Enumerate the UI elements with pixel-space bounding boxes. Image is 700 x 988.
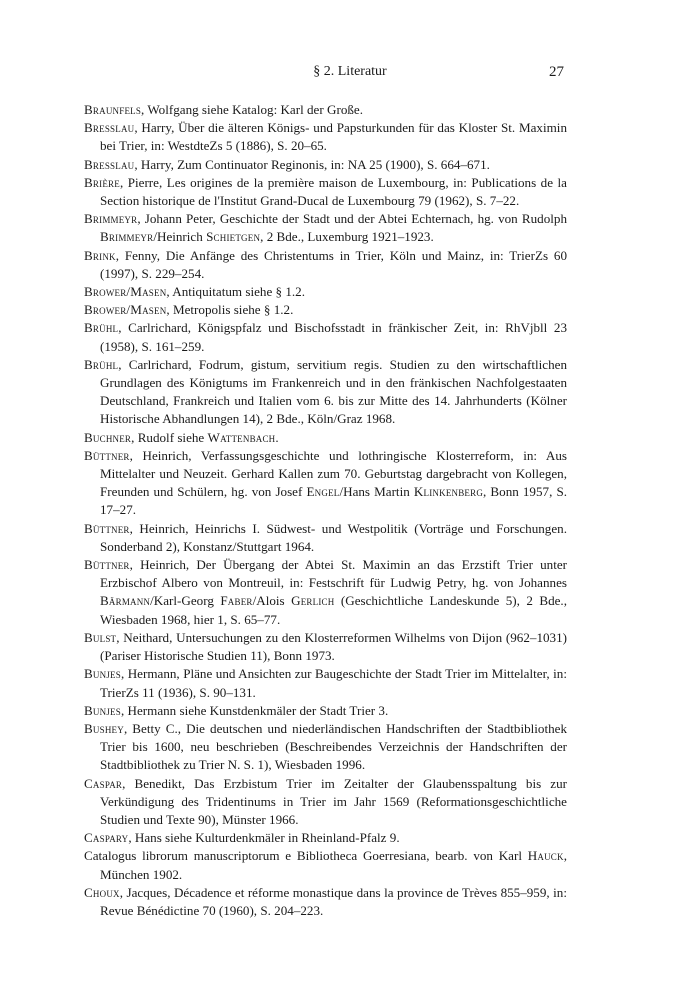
bibliography-entry [84, 775, 567, 830]
author-name: Bushey [84, 720, 124, 736]
author-name: Brière [84, 174, 120, 190]
author-name: Bresslau [84, 156, 135, 172]
author-name: Schietgen [206, 229, 261, 245]
entry-text: , Heinrich, Der Übergang der Abtei St. Maximin an das Erzstift Trier unter Erzbischof Albero von Montreuil, in: Festschrift für Ludwig Petry, hg. von Johannes [100, 557, 567, 591]
entry-text: , Jacques, Décadence et réforme monastique dans la province de Trèves 855–959, in: Revue Bénédictine 70 (1960), S. 204–223. [100, 884, 567, 918]
entry-text: (Geschichtliche Landeskunde 5), 2 Bde., Wiesbaden 1968, hier 1, S. 65–77. [100, 593, 567, 627]
author-name: Bunjes [84, 666, 121, 682]
entry-text: , Hermann, Pläne und Ansichten zur Baugeschichte der Stadt Trier im Mittelalter, in: TrierZs 11 (1936), S. 90–131. [100, 666, 567, 700]
author-name: Caspary [84, 830, 129, 846]
author-name: Brimmeyr [84, 211, 138, 227]
bibliography-entry [84, 629, 567, 665]
entry-text: /Hans Martin [339, 484, 414, 500]
entry-text: , München 1902. [100, 848, 567, 882]
bibliography-entry [84, 720, 567, 775]
entry-text: , Johann Peter, Geschichte der Stadt und der Abtei Echternach, hg. von Rudolph [137, 211, 567, 227]
entry-text: , Heinrich, Verfassungsgeschichte und lothringische Klosterreform, in: Aus Mittelalter und Neuzeit. Gerhard Kallen zum 70. Geburtstag dargebracht von Kollegen, Freunden und Schülern, hg. von Josef [100, 447, 567, 500]
entry-text: , Harry, Zum Continuator Reginonis, in: NA 25 (1900), S. 664–671. [134, 156, 490, 172]
author-name: Bresslau [84, 120, 135, 136]
author-name: Wattenbach [207, 429, 276, 445]
bibliography-entry [84, 356, 567, 429]
entry-text: /Heinrich [153, 229, 207, 245]
bibliography-entry [84, 884, 567, 920]
entry-text: , Carlrichard, Fodrum, gistum, servitium regis. Studien zu den wirtschaftlichen Grundlagen des Königtums im Frankenreich und in den fränkischen Nachfolgestaaten Deutschland, Frankreich und Italien vom 6. bis zur Mitte des 14. Jahrhunderts (Kölner Historische Abhandlungen 14), 2 Bde., Köln/Graz 1968. [100, 356, 567, 427]
bibliography-entry [84, 829, 567, 847]
entry-text: . [275, 429, 279, 445]
entry-text: , Hans siehe Kulturdenkmäler in Rheinland-Pfalz 9. [128, 830, 400, 846]
bibliography-entry [84, 702, 567, 720]
bibliography-list [84, 101, 567, 920]
author-name: Buchner [84, 429, 132, 445]
author-name: Bärmann [100, 593, 151, 609]
bibliography-entry [84, 301, 567, 319]
bibliography-entry [84, 520, 567, 556]
author-name: Brühl [84, 356, 119, 372]
author-name: Caspar [84, 775, 123, 791]
bibliography-entry [84, 447, 567, 520]
bibliography-entry [84, 247, 567, 283]
bibliography-entry [84, 119, 567, 155]
entry-text: /Karl-Georg [150, 593, 221, 609]
author-name: Klinkenberg [413, 484, 484, 500]
entry-text: , Hermann siehe Kunstdenkmäler der Stadt Trier 3. [120, 702, 389, 718]
entry-text: , Benedikt, Das Erzbistum Trier im Zeitalter der Glaubensspaltung bis zur Verkündigung des Tridentinums in Trier im Jahr 1569 (Reformationsgeschichtliche Studien und Texte 90), Münster 1966. [100, 775, 567, 827]
page-number: 27 [549, 64, 564, 80]
entry-text: , Bonn 1957, S. 17–27. [100, 484, 568, 518]
bibliography-entry [84, 101, 567, 119]
running-header [0, 64, 700, 84]
entry-text: , Neithard, Untersuchungen zu den Klosterreformen Wilhelms von Dijon (962–1031) (Pariser Historische Studien 11), Bonn 1973. [100, 629, 567, 664]
bibliography-entry [84, 319, 567, 355]
entry-text: Catalogus librorum manuscriptorum e Bibliotheca Goerresiana, bearb. von Karl [84, 848, 528, 864]
entry-text: , Pierre, Les origines de la première maison de Luxembourg, in: Publications de la Section historique de l'Institut Grand-Ducal de Luxembourg 79 (1962), S. 7–22. [100, 174, 567, 209]
entry-text: , Metropolis siehe § 1.2. [166, 302, 294, 318]
author-name: Brower/Masen [84, 302, 167, 318]
entry-text: , Heinrich, Heinrichs I. Südwest- und Westpolitik (Vorträge und Forschungen. Sonderband 2), Konstanz/Stuttgart 1964. [100, 520, 567, 554]
entry-text: , Rudolf siehe [131, 429, 208, 445]
running-title: § 2. Literatur [313, 64, 387, 79]
author-name: Brink [84, 247, 116, 263]
author-name: Büttner [84, 557, 130, 573]
bibliography-entry [84, 283, 567, 301]
author-name: Brower/Masen [84, 284, 167, 300]
author-name: Büttner [84, 520, 130, 536]
author-name: Brühl [84, 320, 119, 336]
entry-text: , 2 Bde., Luxemburg 1921–1923. [260, 229, 434, 245]
author-name: Faber [220, 593, 253, 609]
author-name: Bulst [84, 629, 117, 645]
author-name: Choux [84, 884, 120, 900]
bibliography-entry [84, 210, 567, 246]
entry-text: /Alois [252, 593, 292, 609]
author-name: Büttner [84, 447, 130, 463]
entry-text: , Harry, Über die älteren Königs- und Papsturkunden für das Kloster St. Maximin bei Trier, in: WestdteZs 5 (1886), S. 20–65. [100, 120, 567, 154]
entry-text: , Betty C., Die deutschen und niederländischen Handschriften der Stadtbibliothek Trier bis 1600, neu beschrieben (Beschreibendes Verzeichnis der Handschriften der Stadtbibliothek zu Trier N. S. 1), Wiesbaden 1996. [100, 720, 567, 773]
entry-text: , Carlrichard, Königspfalz und Bischofsstadt in fränkischer Zeit, in: RhVjbll 23 (1958), S. 161–259. [100, 320, 567, 354]
author-name: Gerlich [291, 593, 335, 609]
author-name: Bunjes [84, 702, 121, 718]
bibliography-entry [84, 429, 567, 447]
author-name: Engel [306, 484, 340, 500]
bibliography-entry [84, 174, 567, 210]
author-name: Braunfels [84, 102, 142, 117]
entry-text: , Wolfgang siehe Katalog: Karl der Große. [141, 102, 364, 117]
bibliography-entry [84, 847, 567, 883]
author-name: Hauck [527, 848, 564, 864]
bibliography-entry [84, 556, 567, 629]
bibliography-entry [84, 156, 567, 174]
entry-text: , Antiquitatum siehe § 1.2. [166, 284, 305, 300]
entry-text: , Fenny, Die Anfänge des Christentums in Trier, Köln und Mainz, in: TrierZs 60 (1997), S. 229–254. [100, 247, 567, 281]
author-name: Brimmeyr [100, 229, 154, 245]
bibliography-entry [84, 665, 567, 701]
